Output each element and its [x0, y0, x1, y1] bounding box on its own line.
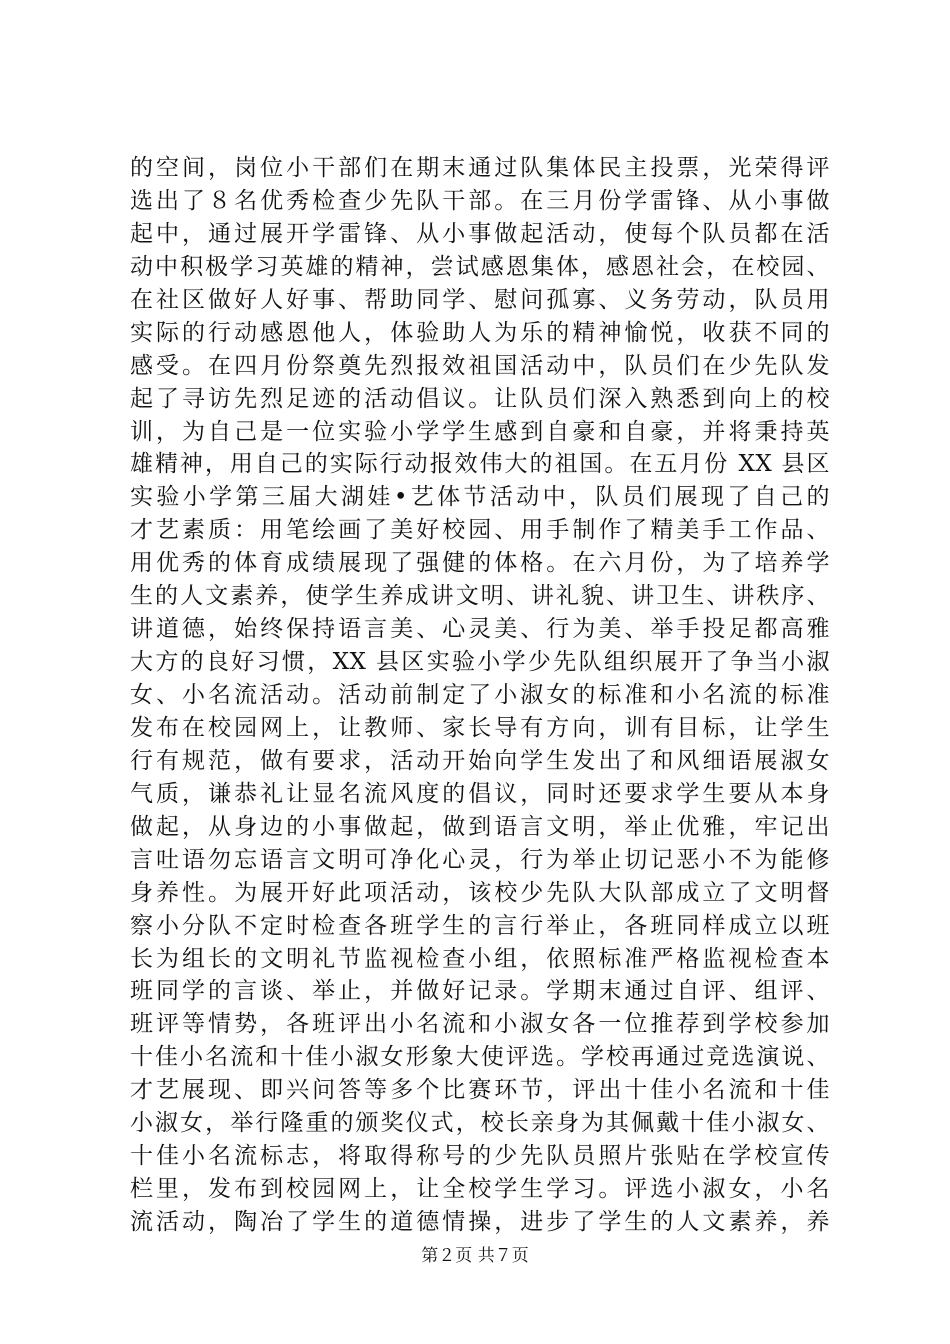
- text-line: 才艺展现、即兴问答等多个比赛环节，评出十佳小名流和十佳: [130, 1077, 830, 1104]
- text-line: 才艺素质：用笔绘画了美好校园、用手制作了精美手工作品、: [130, 517, 830, 544]
- text-line: 实际的行动感恩他人，体验助人为乐的精神愉悦，收获不同的: [130, 319, 830, 346]
- text-line: 感受。在四月份祭奠先烈报效祖国活动中，队员们在少先队发: [130, 352, 830, 379]
- text-line: 大方的良好习惯，XX 县区实验小学少先队组织展开了争当小淑: [130, 649, 830, 676]
- text-line: 动中积极学习英雄的精神，尝试感恩集体，感恩社会，在校园、: [130, 253, 830, 280]
- text-line: 在社区做好人好事、帮助同学、慰问孤寡、义务劳动，队员用: [130, 286, 830, 313]
- text-line: 选出了８名优秀检查少先队干部。在三月份学雷锋、从小事做: [130, 187, 830, 214]
- text-line: 女、小名流活动。活动前制定了小淑女的标准和小名流的标准: [130, 682, 830, 708]
- text-line: 训，为自己是一位实验小学学生感到自豪和自豪，并将秉持英: [130, 418, 830, 445]
- text-line: 班评等情势，各班评出小名流和小淑女各一位推荐到学校参加: [130, 1011, 830, 1038]
- text-line: 起中，通过展开学雷锋、从小事做起活动，使每个队员都在活: [130, 220, 830, 247]
- text-line: 十佳小名流标志，将取得称号的少先队员照片张贴在学校宣传: [130, 1143, 830, 1170]
- text-line: 雄精神，用自己的实际行动报效伟大的祖国。在五月份 XX 县区: [130, 451, 830, 478]
- text-line: 班同学的言谈、举止，并做好记录。学期末通过自评、组评、: [130, 978, 830, 1005]
- text-line: 身养性。为展开好此项活动，该校少先队大队部成立了文明督: [130, 879, 830, 906]
- text-line: 的空间，岗位小干部们在期末通过队集体民主投票，光荣得评: [130, 155, 830, 181]
- text-line: 发布在校园网上，让教师、家长导有方向，训有目标，让学生: [130, 714, 830, 741]
- text-line: 言吐语勿忘语言文明可净化心灵，行为举止切记恶小不为能修: [130, 846, 830, 873]
- text-line: 十佳小名流和十佳小淑女形象大使评选。学校再通过竞选演说、: [130, 1044, 830, 1071]
- text-line: 实验小学第三届大湖娃•艺体节活动中，队员们展现了自己的: [130, 484, 830, 511]
- text-line: 小淑女，举行隆重的颁奖仪式，校长亲身为其佩戴十佳小淑女、: [130, 1110, 830, 1137]
- text-line: 行有规范，做有要求，活动开始向学生发出了和风细语展淑女: [130, 747, 830, 774]
- text-line: 气质，谦恭礼让显名流风度的倡议，同时还要求学生要从本身: [130, 780, 830, 807]
- page-footer: [0, 1244, 950, 1268]
- text-line: 起了寻访先烈足迹的活动倡议。让队员们深入熟悉到向上的校: [130, 385, 830, 412]
- text-line: 察小分队不定时检查各班学生的言行举止，各班同样成立以班: [130, 912, 830, 939]
- text-line: 栏里，发布到校园网上，让全校学生学习。评选小淑女，小名: [130, 1176, 830, 1203]
- text-line: 做起，从身边的小事做起，做到语言文明，举止优雅，牢记出: [130, 813, 830, 840]
- text-line: 用优秀的体育成绩展现了强健的体格。在六月份，为了培养学: [130, 550, 830, 577]
- text-line: 长为组长的文明礼节监视检查小组，依照标准严格监视检查本: [130, 945, 830, 972]
- text-line: 流活动，陶冶了学生的道德情操，进步了学生的人文素养，养: [130, 1209, 830, 1235]
- body-text: [130, 152, 830, 1239]
- text-line: 生的人文素养，使学生养成讲文明、讲礼貌、讲卫生、讲秩序、: [130, 583, 830, 610]
- page-number-label: 第２页 共７页: [421, 1246, 529, 1266]
- text-line: 讲道德，始终保持语言美、心灵美、行为美、举手投足都高雅: [130, 616, 830, 643]
